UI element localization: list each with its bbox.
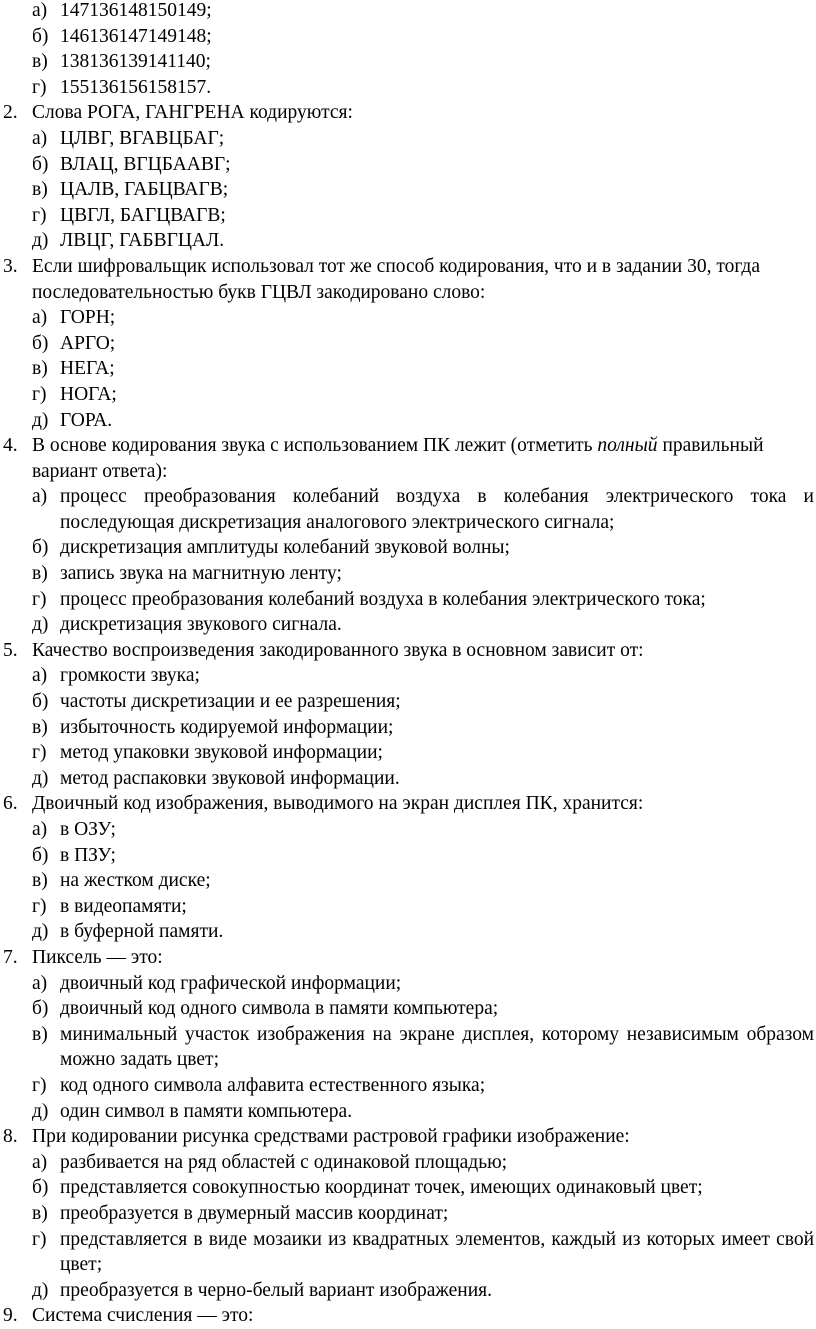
option-text: двоичный код одного символа в памяти компьютера; bbox=[60, 998, 499, 1020]
question-8 bbox=[0, 1124, 816, 1150]
option-text: разбивается на ряд областей с одинаковой площадью; bbox=[60, 1151, 508, 1173]
option-mark: б) bbox=[32, 153, 49, 175]
option-mark: а) bbox=[32, 665, 48, 687]
question-number: 9. bbox=[3, 1305, 18, 1327]
question-number: 4. bbox=[3, 435, 18, 457]
option-mark: б) bbox=[32, 25, 49, 47]
option-mark: д) bbox=[32, 1100, 49, 1122]
q7-option-e bbox=[0, 1099, 816, 1125]
option-mark: г) bbox=[32, 895, 47, 917]
carryover-option-c bbox=[0, 49, 816, 75]
q4-option-c bbox=[0, 561, 816, 587]
q4-option-b bbox=[0, 535, 816, 561]
option-mark: в) bbox=[32, 1202, 48, 1224]
carryover-option-d bbox=[0, 75, 816, 101]
question-number: 6. bbox=[3, 793, 18, 815]
option-text: представляется в виде мозаики из квадратных элементов, каждый из которых имеет свой bbox=[60, 1228, 814, 1250]
q2-option-e bbox=[0, 228, 816, 254]
option-mark: г) bbox=[32, 76, 47, 98]
q7-option-a bbox=[0, 971, 816, 997]
option-text: АРГО; bbox=[60, 332, 116, 354]
q2-option-a bbox=[0, 126, 816, 152]
q5-option-a bbox=[0, 663, 816, 689]
option-text: код одного символа алфавита естественного языка; bbox=[60, 1074, 486, 1096]
option-text: в видеопамяти; bbox=[60, 895, 187, 917]
option-text: 147136148150149; bbox=[60, 0, 212, 21]
option-text: 155136156158157. bbox=[60, 76, 212, 98]
emphasis-word: полный bbox=[597, 435, 658, 457]
option-mark: б) bbox=[32, 1177, 49, 1199]
q3-option-c bbox=[0, 356, 816, 382]
option-text: дискретизация звукового сигнала. bbox=[60, 614, 342, 636]
option-text: 138136139141140; bbox=[60, 51, 211, 73]
option-mark: в) bbox=[32, 870, 48, 892]
carryover-option-a bbox=[0, 0, 816, 24]
question-text: Система счисления — это: bbox=[32, 1305, 254, 1327]
option-text: ЦЛВГ, ВГАВЦБАГ; bbox=[60, 127, 225, 149]
carryover-option-b bbox=[0, 24, 816, 50]
option-mark: г) bbox=[32, 1074, 47, 1096]
q7-option-c-continued bbox=[0, 1047, 816, 1073]
option-mark: б) bbox=[32, 691, 49, 713]
option-text: частоты дискретизации и ее разрешения; bbox=[60, 691, 401, 713]
question-4-continued bbox=[0, 459, 816, 485]
option-text: избыточность кодируемой информации; bbox=[60, 716, 394, 738]
question-text: Если шифровальщик использовал тот же способ кодирования, что и в задании 30, тогда bbox=[32, 255, 760, 277]
q7-option-c bbox=[0, 1022, 816, 1048]
option-text: представляется совокупностью координат точек, имеющих одинаковый цвет; bbox=[60, 1177, 703, 1199]
q6-option-a bbox=[0, 817, 816, 843]
option-text: один символ в памяти компьютера. bbox=[60, 1100, 353, 1122]
option-text-continued: последующая дискретизация аналогового электрического сигнала; bbox=[60, 511, 615, 533]
option-mark: д) bbox=[32, 230, 49, 252]
option-mark: в) bbox=[32, 1023, 48, 1045]
option-mark: б) bbox=[32, 332, 49, 354]
option-text: ГОРА. bbox=[60, 409, 113, 431]
option-mark: г) bbox=[32, 742, 47, 764]
option-text: в ОЗУ; bbox=[60, 819, 116, 840]
q5-option-b bbox=[0, 689, 816, 715]
question-4 bbox=[0, 433, 816, 459]
option-mark: а) bbox=[32, 0, 48, 21]
q8-option-b bbox=[0, 1175, 816, 1201]
option-mark: б) bbox=[32, 537, 49, 559]
option-mark: в) bbox=[32, 179, 48, 201]
q7-option-d bbox=[0, 1073, 816, 1099]
q2-option-d bbox=[0, 203, 816, 229]
option-text: двоичный код графической информации; bbox=[60, 972, 402, 994]
option-mark: в) bbox=[32, 563, 48, 585]
question-number: 2. bbox=[3, 102, 18, 124]
q3-option-a bbox=[0, 305, 816, 331]
option-mark: г) bbox=[32, 383, 47, 405]
option-mark: а) bbox=[32, 307, 48, 329]
question-text-start: В основе кодирования звука с использованием ПК лежит (отметить bbox=[32, 435, 598, 457]
question-text: При кодировании рисунка средствами растровой графики изображение: bbox=[32, 1126, 630, 1148]
option-text: в буферной памяти. bbox=[60, 921, 224, 943]
question-number: 3. bbox=[3, 255, 18, 277]
option-text: 146136147149148; bbox=[60, 25, 212, 47]
option-text: ЦАЛВ, ГАБЦВАГВ; bbox=[60, 179, 229, 201]
option-mark: б) bbox=[32, 998, 49, 1020]
question-number: 7. bbox=[3, 946, 18, 968]
option-mark: д) bbox=[32, 409, 49, 431]
question-text-end: правильный bbox=[657, 435, 764, 457]
question-3-continued bbox=[0, 280, 816, 306]
q4-option-e bbox=[0, 612, 816, 638]
question-6 bbox=[0, 791, 816, 817]
q5-option-e bbox=[0, 766, 816, 792]
option-text: метод упаковки звуковой информации; bbox=[60, 742, 383, 764]
q8-option-c bbox=[0, 1201, 816, 1227]
q8-option-e bbox=[0, 1278, 816, 1304]
option-text: громкости звука; bbox=[60, 665, 200, 687]
option-text: НОГА; bbox=[60, 383, 117, 405]
q2-option-c bbox=[0, 177, 816, 203]
option-mark: в) bbox=[32, 716, 48, 738]
option-mark: д) bbox=[32, 1279, 49, 1301]
q4-option-a-continued bbox=[0, 510, 816, 536]
question-3 bbox=[0, 254, 816, 280]
question-text: Двоичный код изображения, выводимого на экран дисплея ПК, хранится: bbox=[32, 793, 644, 815]
question-text: Качество воспроизведения закодированного звука в основном зависит от: bbox=[32, 639, 644, 661]
option-mark: г) bbox=[32, 1228, 47, 1250]
option-text: дискретизация амплитуды колебаний звуковой волны; bbox=[60, 537, 510, 559]
q6-option-d bbox=[0, 894, 816, 920]
option-mark: г) bbox=[32, 204, 47, 226]
option-mark: д) bbox=[32, 614, 49, 636]
option-text: ГОРН; bbox=[60, 307, 116, 329]
option-text: ВЛАЦ, ВГЦБААВГ; bbox=[60, 153, 231, 175]
option-mark: б) bbox=[32, 844, 49, 866]
option-text: запись звука на магнитную ленту; bbox=[60, 563, 342, 585]
option-text: процесс преобразования колебаний воздуха в колебания электрического тока и bbox=[60, 486, 814, 508]
option-mark: а) bbox=[32, 819, 48, 840]
option-mark: а) bbox=[32, 127, 48, 149]
option-text: на жестком диске; bbox=[60, 870, 211, 892]
option-mark: г) bbox=[32, 588, 47, 610]
question-text: Слова РОГА, ГАНГРЕНА кодируются: bbox=[32, 102, 353, 124]
q6-option-c bbox=[0, 868, 816, 894]
q4-option-a bbox=[0, 484, 816, 510]
question-9 bbox=[0, 1303, 816, 1329]
q3-option-d bbox=[0, 382, 816, 408]
option-text: преобразуется в двумерный массив координат; bbox=[60, 1202, 449, 1224]
option-mark: д) bbox=[32, 767, 49, 789]
question-number: 5. bbox=[3, 639, 18, 661]
question-2 bbox=[0, 100, 816, 126]
q2-option-b bbox=[0, 152, 816, 178]
question-7 bbox=[0, 945, 816, 971]
q5-option-d bbox=[0, 740, 816, 766]
option-mark: а) bbox=[32, 1151, 48, 1173]
option-text: ЦВГЛ, БАГЦВАГВ; bbox=[60, 204, 226, 226]
option-text-continued: цвет; bbox=[60, 1254, 103, 1276]
option-text: минимальный участок изображения на экране дисплея, которому независимым образом bbox=[60, 1023, 814, 1045]
option-mark: а) bbox=[32, 972, 48, 994]
option-text: процесс преобразования колебаний воздуха в колебания электрического тока; bbox=[60, 588, 706, 610]
q8-option-d bbox=[0, 1227, 816, 1253]
q7-option-b bbox=[0, 996, 816, 1022]
option-text: метод распаковки звуковой информации. bbox=[60, 767, 400, 789]
q3-option-e bbox=[0, 408, 816, 434]
option-mark: в) bbox=[32, 51, 48, 73]
option-mark: в) bbox=[32, 358, 48, 380]
question-text bbox=[32, 433, 764, 459]
option-text: ЛВЦГ, ГАБВГЦАЛ. bbox=[60, 230, 225, 252]
question-text-continued: последовательностью букв ГЦВЛ закодировано слово: bbox=[32, 281, 486, 303]
option-text-continued: можно задать цвет; bbox=[60, 1049, 219, 1071]
option-mark: а) bbox=[32, 486, 48, 508]
q6-option-b bbox=[0, 843, 816, 869]
q5-option-c bbox=[0, 715, 816, 741]
option-text: преобразуется в черно-белый вариант изображения. bbox=[60, 1279, 493, 1301]
question-text: Пиксель — это: bbox=[32, 946, 163, 968]
q4-option-d bbox=[0, 587, 816, 613]
question-5 bbox=[0, 638, 816, 664]
q3-option-b bbox=[0, 331, 816, 357]
question-text-continued: вариант ответа): bbox=[32, 460, 168, 482]
q8-option-a bbox=[0, 1150, 816, 1176]
option-text: НЕГА; bbox=[60, 358, 115, 380]
question-number: 8. bbox=[3, 1126, 18, 1148]
option-mark: д) bbox=[32, 921, 49, 943]
option-text: в ПЗУ; bbox=[60, 844, 116, 866]
q8-option-d-continued bbox=[0, 1252, 816, 1278]
q6-option-e bbox=[0, 919, 816, 945]
